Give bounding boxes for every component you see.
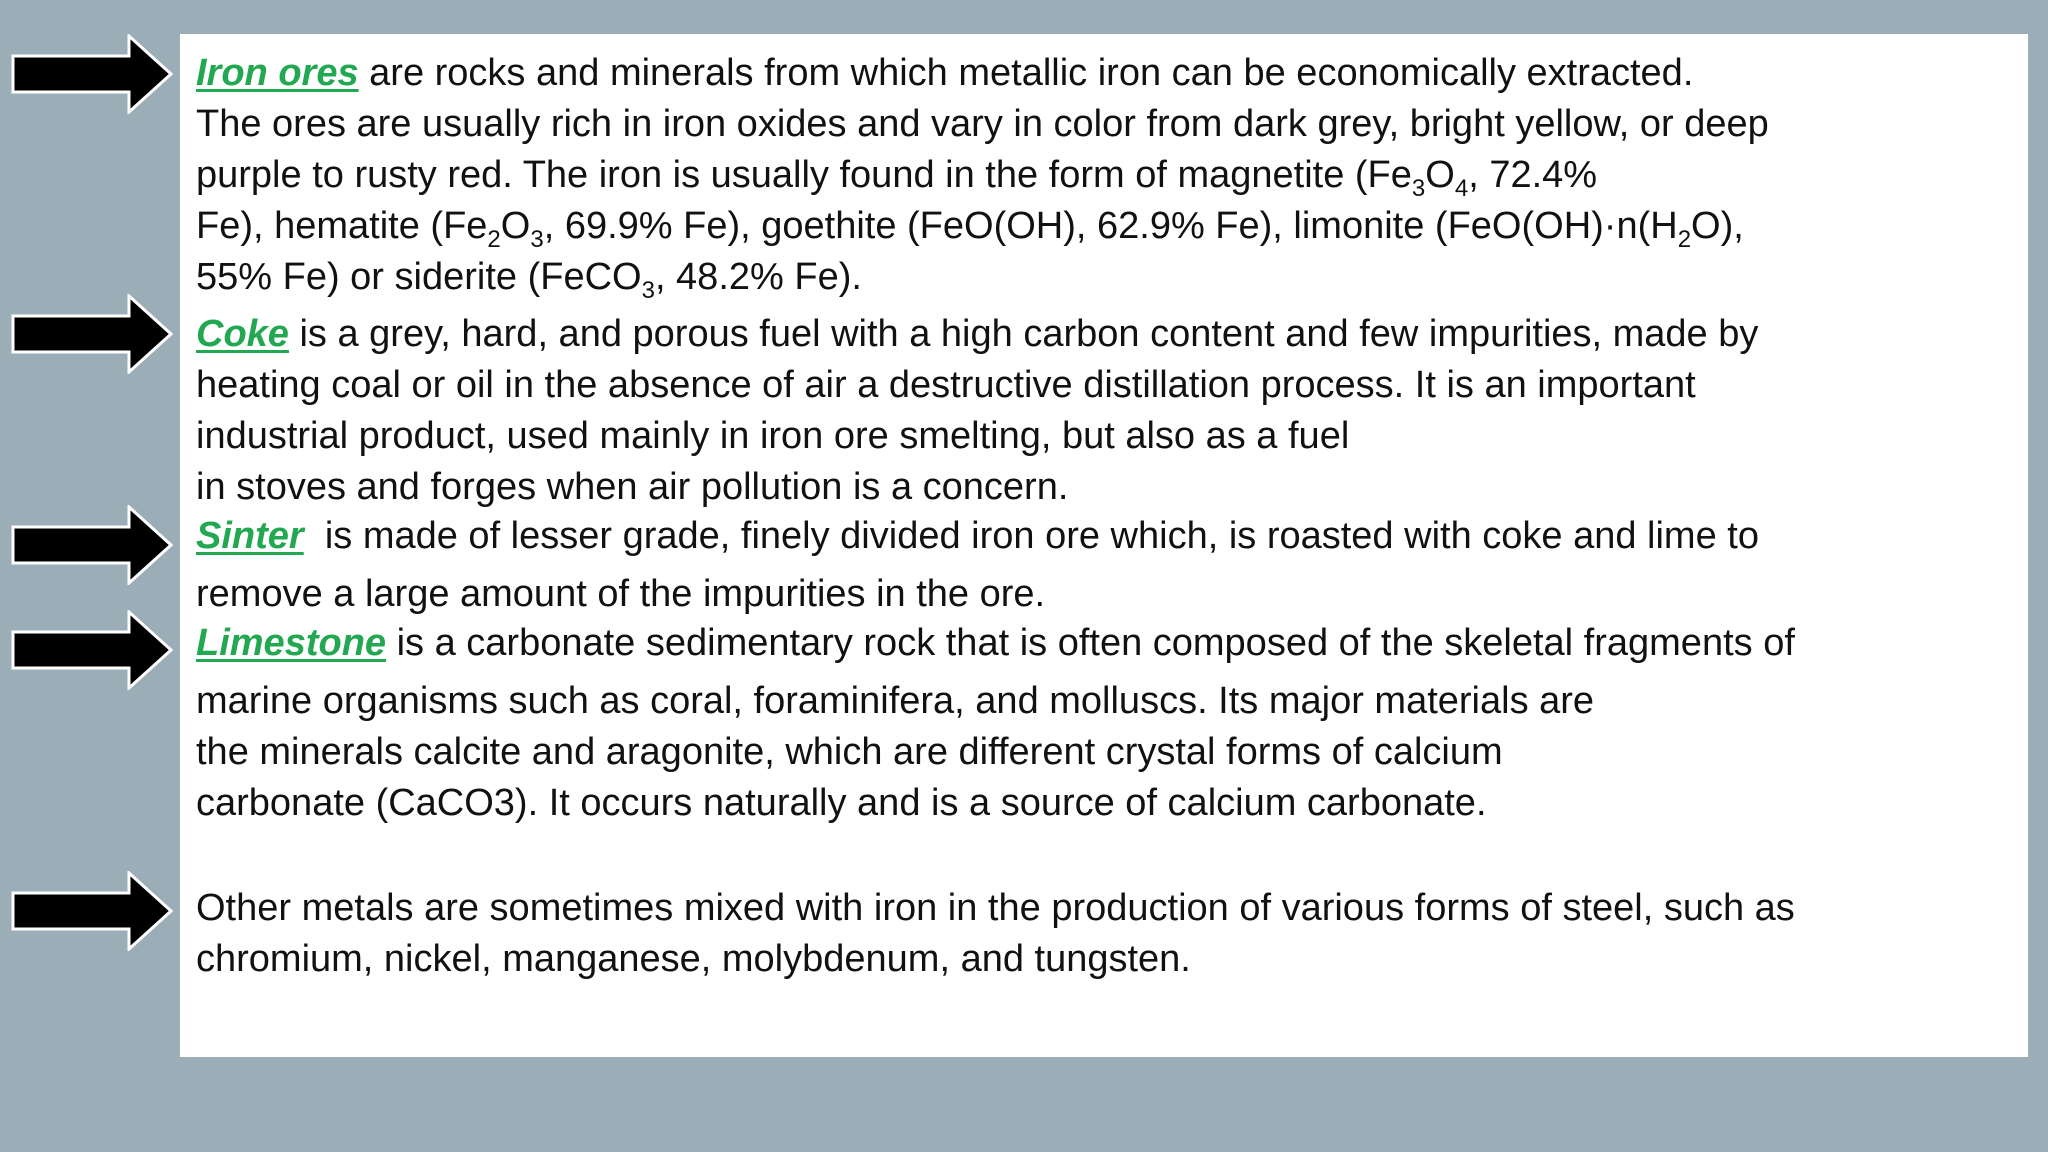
text-line: 55% Fe) or siderite (FeCO$_3$, 48.2% Fe). (196, 256, 862, 304)
text-line: remove a large amount of the impurities in the ore. (196, 573, 1046, 615)
text-line: Coke is a grey, hard, and porous fuel with a high carbon content and few impurities, made by (196, 313, 1759, 355)
text-line: chromium, nickel, manganese, molybdenum, and tungsten. (196, 938, 1191, 980)
right-arrow-icon (11, 610, 173, 690)
paragraph-sinter (196, 511, 2026, 620)
text-line: Iron ores are rocks and minerals from which metallic iron can be economically extracted. (196, 52, 1694, 94)
right-arrow-icon (11, 34, 173, 114)
text-line: Other metals are sometimes mixed with iron in the production of various forms of steel, such as (196, 887, 1795, 929)
text-line: in stoves and forges when air pollution is a concern. (196, 466, 1069, 508)
paragraph-iron-ores (196, 48, 2026, 303)
text-line: The ores are usually rich in iron oxides and vary in color from dark grey, bright yellow, or deep (196, 103, 1769, 145)
paragraph-coke (196, 309, 2026, 513)
text-line: the minerals calcite and aragonite, which are different crystal forms of calcium (196, 731, 1503, 773)
paragraph-other-metals (196, 883, 2026, 985)
text-line: industrial product, used mainly in iron ore smelting, but also as a fuel (196, 415, 1350, 457)
term-coke: Coke (196, 313, 289, 355)
text-line: purple to rusty red. The iron is usually found in the form of magnetite ($Fe_3O_4$, 72.4% (196, 154, 1598, 202)
text-line: Sinter is made of lesser grade, finely divided iron ore which, is roasted with coke and lime to (196, 515, 1759, 557)
text-line: carbonate (CaCO3). It occurs naturally and is a source of calcium carbonate. (196, 782, 1487, 824)
right-arrow-icon (11, 505, 173, 585)
text-line: Limestone is a carbonate sedimentary rock that is often composed of the skeletal fragments of (196, 622, 1795, 664)
right-arrow-icon (11, 871, 173, 951)
paragraph-limestone (196, 618, 2026, 829)
text-line: marine organisms such as coral, foraminifera, and molluscs. Its major materials are (196, 680, 1595, 722)
text-line: Fe), hematite ($Fe_2O_3$, 69.9% Fe), goethite (FeO(OH), 62.9% Fe), limonite ($FeO(OH)\cdot n(H_2O)$, (196, 205, 1744, 253)
term-iron-ores: Iron ores (196, 52, 359, 94)
term-limestone: Limestone (196, 622, 387, 664)
right-arrow-icon (11, 294, 173, 374)
text-line: heating coal or oil in the absence of air a destructive distillation process. It is an important (196, 364, 1696, 406)
term-sinter: Sinter (196, 515, 304, 557)
